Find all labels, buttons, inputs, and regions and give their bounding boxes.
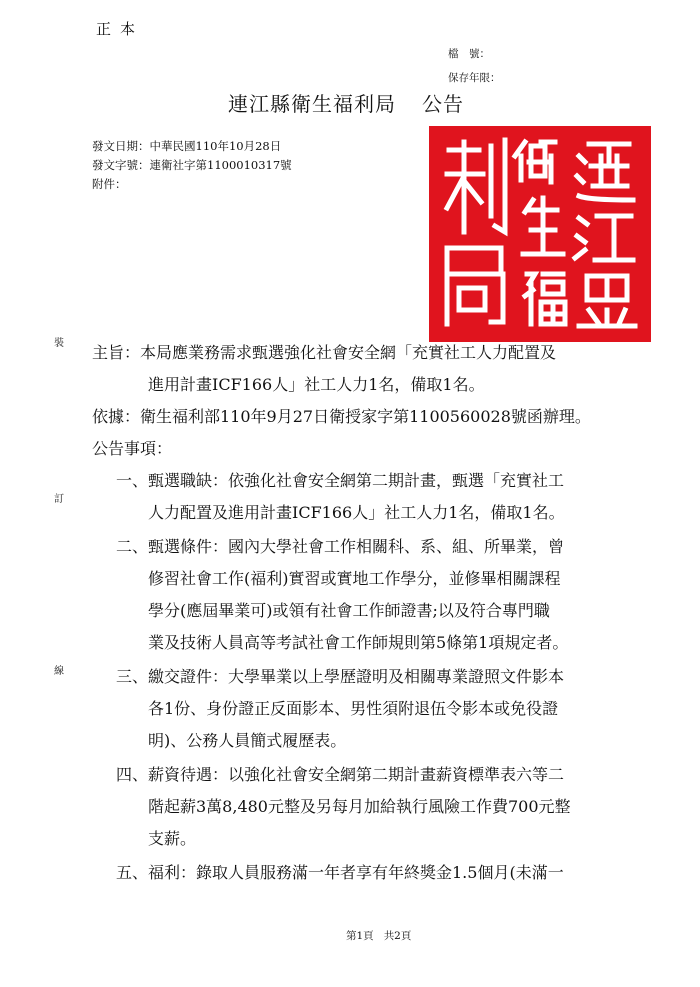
item-5-line-1: 五、福利：錄取人員服務滿一年者享有年終獎金1.5個月(未滿一: [116, 863, 564, 882]
binding-mark-ding: 訂: [54, 494, 64, 505]
item-4-line-3: 支薪。: [148, 829, 197, 848]
document-type: 公告: [422, 92, 464, 116]
basis-line: 依據：衛生福利部110年9月27日衛授家字第1100560028號函辦理。: [92, 407, 591, 426]
binding-mark-zhuang: 裝: [54, 338, 64, 349]
document-title: [228, 88, 464, 117]
page-footer: [346, 928, 411, 943]
item-3-line-3: 明)、公務人員簡式履歷表。: [148, 731, 347, 750]
page-number: 第1頁: [346, 930, 374, 942]
items-heading: 公告事項：: [92, 439, 173, 458]
copy-mark: 正本: [96, 20, 145, 38]
item-2-line-4: 業及技術人員高等考試社會工作師規則第5條第1項規定者。: [148, 633, 569, 652]
file-number-label: 檔 號：: [448, 48, 490, 60]
binding-mark-xian: 線: [54, 666, 64, 677]
issue-date: 發文日期：中華民國110年10月28日: [92, 139, 282, 153]
subject-line-2: 進用計畫ICF166人」社工人力1名，備取1名。: [148, 375, 485, 394]
retention-period-label: 保存年限：: [448, 72, 501, 84]
item-1-line-1: 一、甄選職缺：依強化社會安全網第二期計畫，甄選「充實社工: [116, 471, 565, 490]
item-1-line-2: 人力配置及進用計畫ICF166人」社工人力1名，備取1名。: [148, 503, 565, 522]
item-2-line-1: 二、甄選條件：國內大學社會工作相關科、系、組、所畢業，曾: [116, 537, 565, 556]
item-3-line-1: 三、繳交證件：大學畢業以上學歷證明及相關專業證照文件影本: [116, 667, 565, 686]
item-2-line-2: 修習社會工作(福利)實習或實地工作學分，並修畢相關課程: [148, 569, 561, 588]
attachment-line: 附件：: [92, 177, 127, 191]
subject-line-1: 主旨：本局應業務需求甄選強化社會安全網「充實社工人力配置及: [92, 343, 557, 362]
page-total: 共2頁: [383, 930, 412, 942]
item-3-line-2: 各1份、身份證正反面影本、男性須附退伍令影本或免役證: [148, 699, 559, 718]
agency-name: 連江縣衛生福利局: [228, 92, 396, 116]
item-4-line-2: 階起薪3萬8,480元整及另每月加給執行風險工作費700元整: [148, 797, 571, 816]
item-4-line-1: 四、薪資待遇：以強化社會安全網第二期計畫薪資標準表六等二: [116, 765, 565, 784]
item-2-line-3: 學分(應屆畢業可)或領有社會工作師證書;以及符合專門職: [148, 601, 550, 620]
reference-number: 發文字號：連衛社字第1100010317號: [92, 158, 292, 172]
official-seal: [429, 126, 651, 342]
